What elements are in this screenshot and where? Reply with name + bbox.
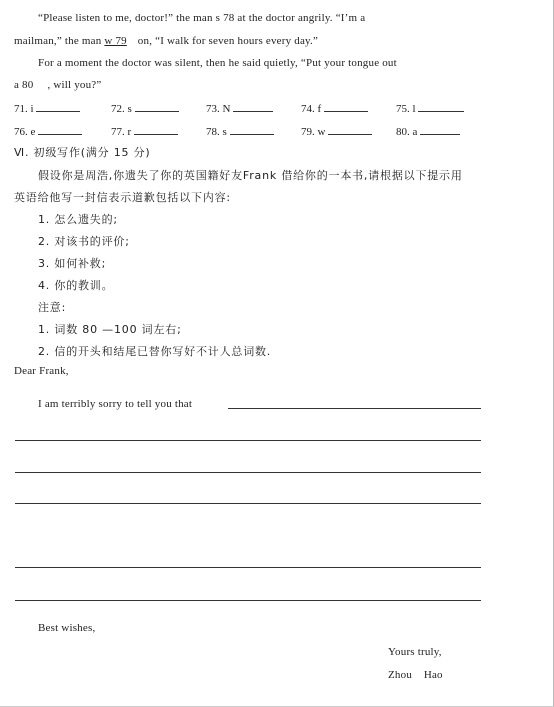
answer-blank[interactable] [134,123,178,135]
prompt-line-2: 英语给他写一封信表示道歉包括以下内容: [14,191,231,204]
point-item: 1. 怎么遗失的; [38,213,118,226]
answer-74[interactable]: 74. f [301,100,368,115]
answer-72[interactable]: 72. s [111,100,179,115]
answer-blank[interactable] [324,100,368,112]
answer-blank[interactable] [135,100,179,112]
answer-blank[interactable] [36,100,80,112]
passage-text: on, “I walk for seven hours every day.” [134,35,319,47]
answer-blank[interactable] [233,100,273,112]
writing-line[interactable] [15,440,481,441]
point-item: 3. 如何补救; [38,257,107,270]
letter-signoff: Yours truly, [388,646,442,658]
passage-text: mailman,” the man [14,35,105,47]
writing-line[interactable] [15,503,481,504]
passage-line-2 [14,35,318,47]
letter-salutation: Dear Frank, [14,365,69,377]
passage-line-3: For a moment the doctor was silent, then he said quietly, “Put your tongue out [38,57,397,69]
answer-76[interactable]: 76. e [14,123,82,138]
answer-73[interactable]: 73. N [206,100,273,115]
prompt-line-1: 假设你是周浩,你遗失了你的英国籍好友Frank 借给你的一本书,请根据以下提示用 [38,169,463,182]
passage-text: “Please listen to me, doctor!” the man [38,12,216,24]
point-item: 4. 你的教训。 [38,279,114,292]
letter-closing: Best wishes, [38,622,96,634]
note-item: 2. 信的开头和结尾已替你写好不计人总词数. [38,345,272,358]
answer-blank[interactable] [38,123,82,135]
passage-line-4 [14,79,101,91]
writing-line[interactable] [15,567,481,568]
answer-78[interactable]: 78. s [206,123,274,138]
answer-blank[interactable] [230,123,274,135]
blank-78: s 78 [215,12,235,24]
letter-opening: I am terribly sorry to tell you that [38,398,193,410]
answer-79[interactable]: 79. w [301,123,372,138]
answer-77[interactable]: 77. r [111,123,178,138]
section-heading: Ⅵ. 初级写作(满分 15 分) [14,146,151,159]
answer-blank[interactable] [328,123,372,135]
letter-signature: Zhou Hao [388,669,443,681]
note-item: 1. 词数 80 —100 词左右; [38,323,182,336]
point-item: 2. 对该书的评价; [38,235,130,248]
blank-79: w 79 [104,35,127,47]
passage-line-1 [38,12,365,24]
answer-blank[interactable] [420,123,460,135]
answer-80[interactable]: 80. a [396,123,460,138]
blank-80: a 80 [14,79,34,91]
notes-title: 注意: [38,301,67,314]
answer-71[interactable]: 71. i [14,100,80,115]
writing-line[interactable] [15,600,481,601]
writing-line[interactable] [15,472,481,473]
writing-line[interactable] [228,408,481,409]
answer-blank[interactable] [418,100,464,112]
passage-text: at the doctor angrily. “I’m a [234,12,366,24]
answer-75[interactable]: 75. l [396,100,464,115]
passage-text: , will you?” [47,79,102,91]
